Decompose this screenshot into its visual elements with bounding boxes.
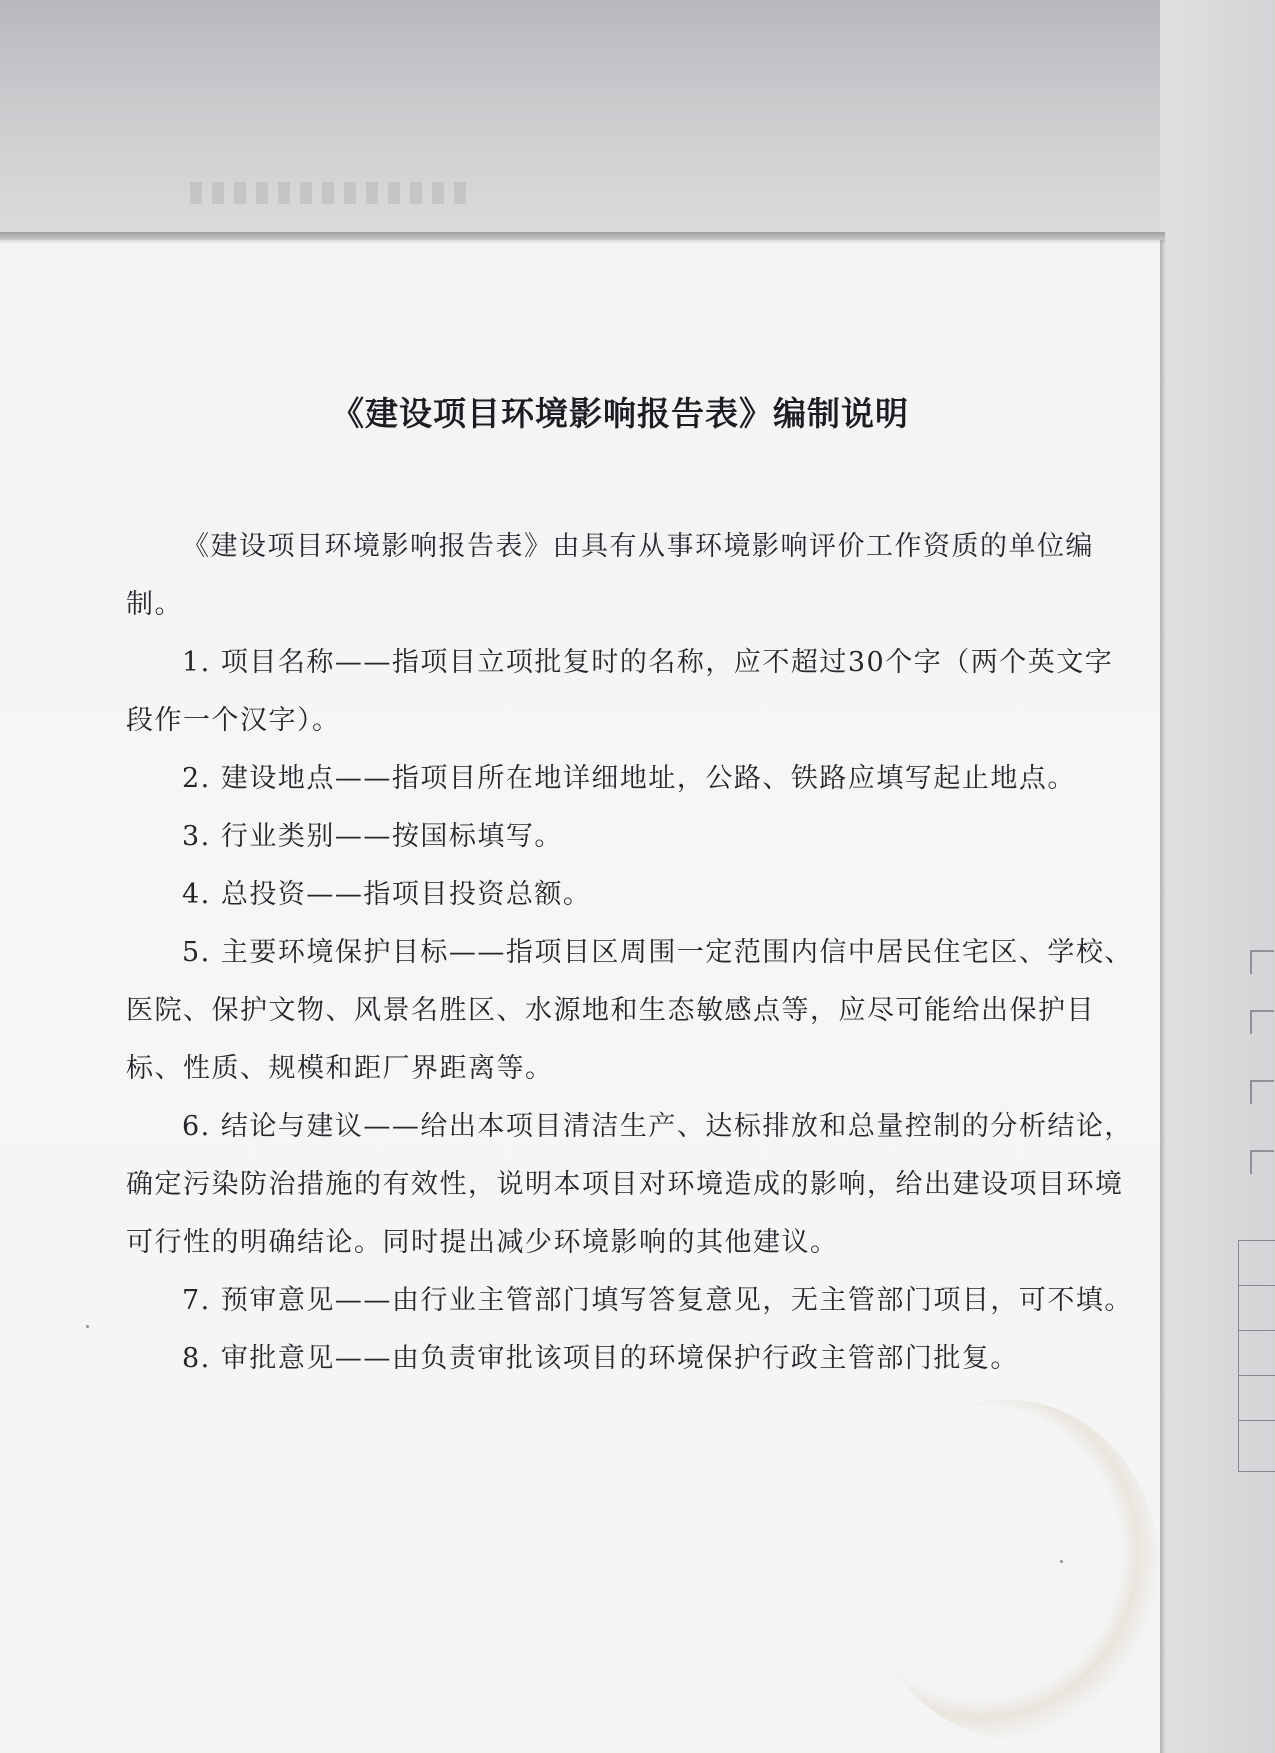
list-item: 6. 结论与建议——给出本项目清洁生产、达标排放和总量控制的分析结论，确定污染防治措施的有效性，说明本项目对环境造成的影响，给出建设项目环境可行性的明确结论。同时提出减少环境影响的其他建议。 (126, 1111, 1133, 1258)
list-item: 7. 预审意见——由行业主管部门填写答复意见，无主管部门项目，可不填。 (182, 1285, 1133, 1316)
list-item: 1. 项目名称——指项目立项批复时的名称，应不超过30个字（两个英文字段作一个汉字）。 (126, 647, 1114, 736)
document-body (126, 518, 1136, 1388)
partial-table (1238, 1240, 1275, 1472)
table-row (1239, 1286, 1275, 1331)
table-row (1239, 1376, 1275, 1421)
dust-speck (1060, 1560, 1063, 1563)
intro-paragraph: 《建设项目环境影响报告表》由具有从事环境影响评价工作资质的单位编制。 (126, 531, 1094, 620)
show-through-text (190, 182, 470, 204)
list-item: 2. 建设地点——指项目所在地详细地址，公路、铁路应填写起止地点。 (182, 763, 1076, 794)
list-item: 8. 审批意见——由负责审批该项目的环境保护行政主管部门批复。 (182, 1343, 1019, 1374)
table-row (1239, 1241, 1275, 1286)
background-page (0, 0, 1160, 240)
water-stain (860, 1400, 1160, 1740)
list-item: 5. 主要环境保护目标——指项目区周围一定范围内信中居民住宅区、学校、医院、保护文物、风景名胜区、水源地和生态敏感点等，应尽可能给出保护目标、性质、规模和距厂界距离等。 (126, 937, 1133, 1084)
page-title: 《建设项目环境影响报告表》编制说明 (331, 394, 909, 433)
underlying-page-edge (1160, 0, 1275, 1753)
bleed-mark (1250, 1010, 1274, 1034)
bleed-mark (1250, 1150, 1274, 1174)
dust-speck (86, 1325, 89, 1328)
list-item: 3. 行业类别——按国标填写。 (182, 821, 563, 852)
bleed-mark (1250, 950, 1274, 974)
table-row (1239, 1331, 1275, 1376)
list-item: 4. 总投资——指项目投资总额。 (182, 879, 592, 910)
bleed-mark (1250, 1080, 1274, 1104)
document-page (0, 240, 1160, 1753)
page-fold-shadow (0, 232, 1165, 244)
page-edge-shadow (1160, 240, 1166, 1753)
